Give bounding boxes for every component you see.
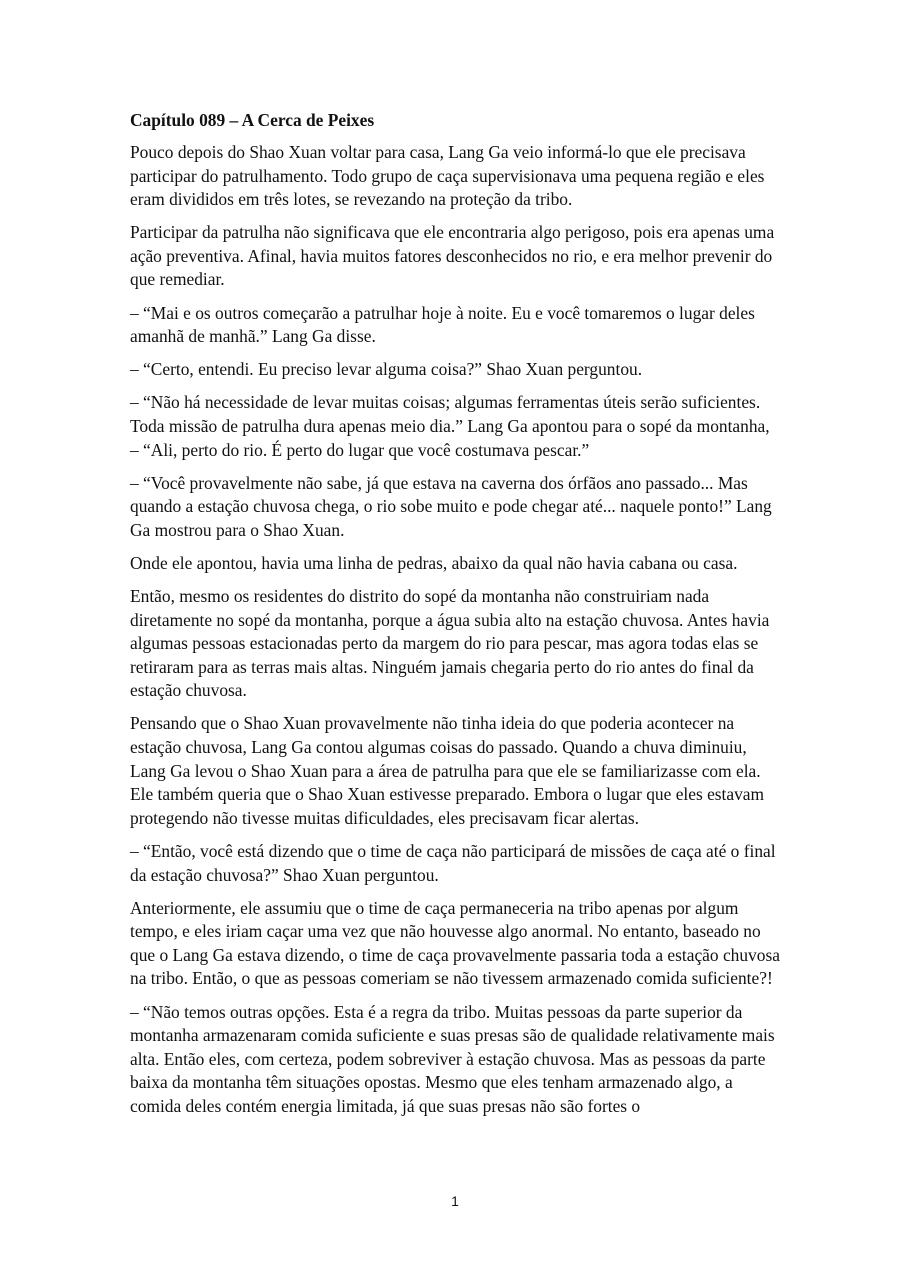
paragraph-12: – “Não temos outras opções. Esta é a regra da tribo. Muitas pessoas da parte superior da montanha armazenaram comida suficiente e suas presas são de qualidade relativamente mais alta. Então eles, com certeza, podem sobreviver à estação chuvosa. Mas as pessoas da parte baixa da montanha têm situações opostas. Mesmo que eles tenham armazenado algo, a comida deles contém energia limitada, já que suas presas não são fortes o	[130, 1001, 775, 1116]
paragraph-10: – “Então, você está dizendo que o time de caça não participará de missões de caça até o final da estação chuvosa?” Shao Xuan perguntou.	[130, 840, 776, 885]
paragraph-6: – “Você provavelmente não sabe, já que estava na caverna dos órfãos ano passado... Mas quando a estação chuvosa chega, o rio sobe muito e pode chegar até... naquele ponto!” Lang Ga mostrou para o Shao Xuan.	[130, 472, 772, 540]
paragraph-4: – “Certo, entendi. Eu preciso levar alguma coisa?” Shao Xuan perguntou.	[130, 359, 643, 380]
document-page	[130, 109, 780, 1128]
paragraph-7: Onde ele apontou, havia uma linha de pedras, abaixo da qual não havia cabana ou casa.	[130, 552, 738, 573]
paragraph-1: Pouco depois do Shao Xuan voltar para casa, Lang Ga veio informá-lo que ele precisava participar do patrulhamento. Todo grupo de caça supervisionava uma pequena região e eles eram divididos em três lotes, se revezando na proteção da tribo.	[130, 142, 765, 210]
chapter-title: Capítulo 089 – A Cerca de Peixes	[130, 110, 375, 130]
paragraph-9: Pensando que o Shao Xuan provavelmente não tinha ideia do que poderia acontecer na estação chuvosa, Lang Ga contou algumas coisas do passado. Quando a chuva diminuiu, Lang Ga levou o Shao Xuan para a área de patrulha para que ele se familiarizasse com ela. Ele também queria que o Shao Xuan estivesse preparado. Embora o lugar que eles estavam protegendo não tivesse muitas dificuldades, eles precisavam ficar alertas.	[130, 713, 765, 828]
page-number: 1	[451, 1193, 459, 1209]
paragraph-2: Participar da patrulha não significava que ele encontraria algo perigoso, pois era apenas uma ação preventiva. Afinal, havia muitos fatores desconhecidos no rio, e era melhor prevenir do que remediar.	[130, 222, 775, 290]
paragraph-8: Então, mesmo os residentes do distrito do sopé da montanha não construiriam nada diretamente no sopé da montanha, porque a água subia alto na estação chuvosa. Antes havia algumas pessoas estacionadas perto da margem do rio para pescar, mas agora todas elas se retiraram para as terras mais altas. Ninguém jamais chegaria perto do rio antes do final da estação chuvosa.	[130, 586, 770, 701]
paragraph-3: – “Mai e os outros começarão a patrulhar hoje à noite. Eu e você tomaremos o lugar deles amanhã de manhã.” Lang Ga disse.	[130, 302, 755, 347]
paragraph-5: – “Não há necessidade de levar muitas coisas; algumas ferramentas úteis serão suficientes. Toda missão de patrulha dura apenas meio dia.” Lang Ga apontou para o sopé da montanha, – “Ali, perto do rio. É perto do lugar que você costumava pescar.”	[130, 392, 770, 460]
paragraph-11: Anteriormente, ele assumiu que o time de caça permaneceria na tribo apenas por algum tempo, e eles iriam caçar uma vez que não houvesse algo anormal. No entanto, baseado no que o Lang Ga estava dizendo, o time de caça provavelmente passaria toda a estação chuvosa na tribo. Então, o que as pessoas comeriam se não tivessem armazenado comida suficiente?!	[130, 897, 780, 989]
